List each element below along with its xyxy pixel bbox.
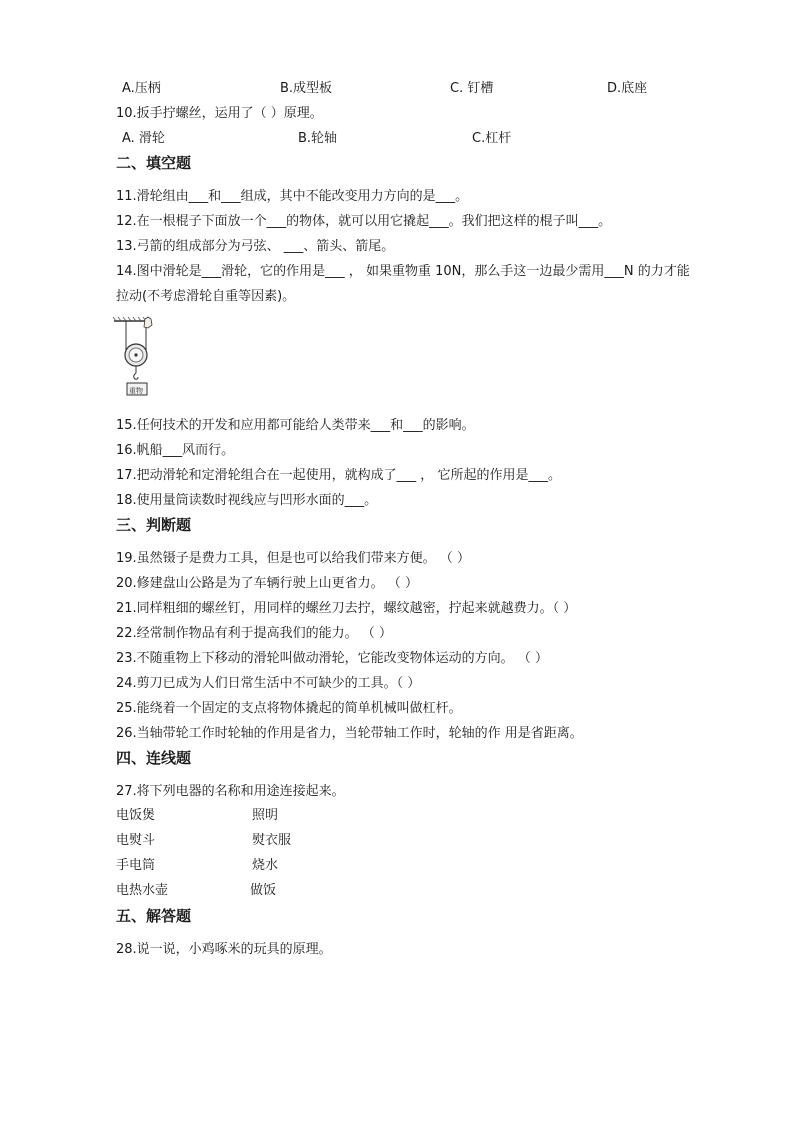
match-right-item[interactable]: 熨衣服: [252, 833, 292, 848]
q10-option-b[interactable]: B.轮轴: [298, 131, 338, 146]
question-28: 28.说一说，小鸡啄米的玩具的原理。: [116, 942, 332, 957]
question-14-cont: 拉动(不考虑滑轮自重等因素)。: [116, 289, 296, 304]
section-match-title: 四、连线题: [116, 749, 192, 767]
question-25: 25.能绕着一个固定的支点将物体撬起的简单机械叫做杠杆。: [116, 701, 462, 716]
q10-option-c[interactable]: C.杠杆: [472, 131, 512, 146]
match-left-item[interactable]: 手电筒: [116, 858, 156, 873]
question-22: 22.经常制作物品有利于提高我们的能力。 （ ）: [116, 626, 392, 641]
match-left-item[interactable]: 电熨斗: [116, 833, 156, 848]
question-18: 18.使用量筒读数时视线应与凹形水面的___。: [116, 493, 378, 508]
question-27: 27.将下列电器的名称和用途连接起来。: [116, 784, 345, 799]
q10-stem: 10.扳手拧螺丝，运用了（ ）原理。: [116, 106, 323, 121]
question-23: 23.不随重物上下移动的滑轮叫做动滑轮，它能改变物体运动的方向。 （ ）: [116, 651, 548, 666]
section-judge-title: 三、判断题: [116, 516, 192, 534]
q9-option-c[interactable]: C. 钉槽: [450, 81, 494, 96]
q10-option-a[interactable]: A. 滑轮: [122, 131, 165, 146]
question-17: 17.把动滑轮和定滑轮组合在一起使用，就构成了___ ， 它所起的作用是___。: [116, 468, 561, 483]
match-right-item[interactable]: 照明: [252, 808, 279, 823]
match-right-item[interactable]: 做饭: [250, 883, 277, 898]
section-fill-title: 二、填空题: [116, 154, 192, 172]
question-11: 11.滑轮组由___和___组成，其中不能改变用力方向的是___。: [116, 189, 469, 204]
question-21: 21.同样粗细的螺丝钉，用同样的螺丝刀去拧，螺纹越密，拧起来就越费力。（ ）: [116, 601, 577, 616]
question-19: 19.虽然镊子是费力工具，但是也可以给我们带来方便。 （ ）: [116, 551, 470, 566]
match-left-item[interactable]: 电饭煲: [116, 808, 156, 823]
question-24: 24.剪刀已成为人们日常生活中不可缺少的工具。（ ）: [116, 676, 421, 691]
weight-label: 重物: [129, 387, 143, 395]
question-16: 16.帆船___风而行。: [116, 443, 235, 458]
match-left-item[interactable]: 电热水壶: [116, 883, 169, 898]
question-20: 20.修建盘山公路是为了车辆行驶上山更省力。 （ ）: [116, 576, 418, 591]
question-12: 12.在一根棍子下面放一个___的物体，就可以用它撬起___。我们把这样的棍子叫___。: [116, 214, 612, 229]
q9-option-a[interactable]: A.压柄: [122, 81, 161, 96]
q9-option-d[interactable]: D.底座: [607, 81, 648, 96]
question-26: 26.当轴带轮工作时轮轴的作用是省力，当轮带轴工作时，轮轴的作 用是省距离。: [116, 726, 583, 741]
match-right-item[interactable]: 烧水: [252, 858, 279, 873]
question-14: 14.图中滑轮是___滑轮，它的作用是___ ， 如果重物重 10N，那么手这一边最少需用___N 的力才能: [116, 264, 690, 279]
q9-option-b[interactable]: B.成型板: [280, 81, 333, 96]
question-13: 13.弓箭的组成部分为弓弦、 ___、箭头、箭尾。: [116, 239, 395, 254]
section-answer-title: 五、解答题: [116, 907, 192, 925]
question-15: 15.任何技术的开发和应用都可能给人类带来___和___的影响。: [116, 418, 475, 433]
